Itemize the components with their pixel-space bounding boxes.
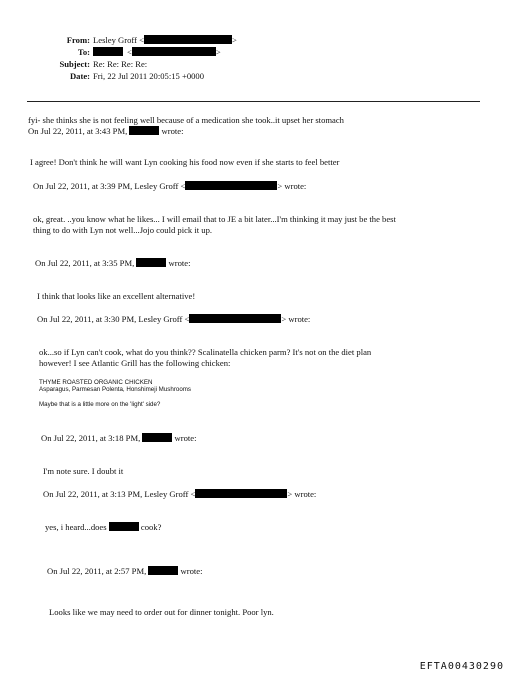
header-divider bbox=[27, 101, 480, 102]
wrote-label: wrote: bbox=[180, 566, 203, 576]
order-out-line: Looks like we may need to order out for dinner tonight. Poor lyn. bbox=[49, 607, 274, 617]
quote-suffix: > wrote: bbox=[287, 489, 317, 499]
quote-header-5 bbox=[41, 433, 197, 444]
subject-label: Subject: bbox=[59, 59, 90, 69]
quote-prefix: On Jul 22, 2011, at 2:57 PM, bbox=[47, 566, 147, 576]
close-bracket: > bbox=[231, 35, 237, 45]
redaction bbox=[132, 47, 216, 56]
redaction bbox=[189, 314, 281, 323]
from-label: From: bbox=[66, 35, 90, 45]
quote-prefix: On Jul 22, 2011, at 3:30 PM, Lesley Groff < bbox=[37, 314, 190, 324]
bates-number: EFTA00430290 bbox=[419, 661, 504, 672]
wrote-label: wrote: bbox=[161, 126, 184, 136]
quote-header-3 bbox=[35, 258, 191, 269]
redaction bbox=[109, 522, 139, 531]
okso-line-1: ok...so if Lyn can't cook, what do you think?? Scalinatella chicken parm? It's not on the diet plan bbox=[39, 347, 372, 357]
quote-header-6 bbox=[43, 489, 316, 500]
redaction bbox=[142, 433, 172, 442]
redaction bbox=[93, 47, 123, 56]
redaction bbox=[144, 35, 232, 44]
quote-prefix: On Jul 22, 2011, at 3:13 PM, Lesley Groff < bbox=[43, 489, 196, 499]
quote-suffix: > wrote: bbox=[277, 181, 307, 191]
okgreat-line-1: ok, great. ..you know what he likes... I will email that to JE a bit later...I'm thinking it may just be the best bbox=[33, 214, 396, 224]
from-value: Lesley Groff < bbox=[93, 35, 144, 45]
agree-line: I agree! Don't think he will want Lyn cooking his food now even if she starts to feel better bbox=[30, 157, 340, 167]
okso-line-2: however! I see Atlantic Grill has the following chicken: bbox=[39, 358, 231, 368]
redaction bbox=[136, 258, 166, 267]
subject-value: Re: Re: Re: Re: bbox=[93, 59, 148, 69]
header-to bbox=[33, 47, 221, 58]
redaction bbox=[185, 181, 277, 190]
heard-suffix: cook? bbox=[140, 522, 162, 532]
menu-item-description: Asparagus, Parmesan Polenta, Honshimeji Mushrooms bbox=[39, 386, 192, 393]
menu-item-title: THYME ROASTED ORGANIC CHICKEN bbox=[39, 379, 153, 386]
redaction bbox=[129, 126, 159, 135]
quote-header-7 bbox=[47, 566, 203, 577]
wrote-label: wrote: bbox=[174, 433, 197, 443]
menu-note: Maybe that is a little more on the 'light' side? bbox=[39, 401, 161, 408]
wrote-label: wrote: bbox=[168, 258, 191, 268]
date-value: Fri, 22 Jul 2011 20:05:15 +0000 bbox=[93, 71, 205, 81]
quote-prefix: On Jul 22, 2011, at 3:39 PM, Lesley Groff < bbox=[33, 181, 186, 191]
header-date bbox=[33, 71, 204, 82]
quote-header-4 bbox=[37, 314, 310, 325]
quote-prefix: On Jul 22, 2011, at 3:18 PM, bbox=[41, 433, 141, 443]
heard-prefix: yes, i heard...does bbox=[45, 522, 107, 532]
close-bracket: > bbox=[215, 47, 221, 57]
redaction bbox=[148, 566, 178, 575]
quote-suffix: > wrote: bbox=[281, 314, 311, 324]
quote-prefix: On Jul 22, 2011, at 3:43 PM, bbox=[28, 126, 128, 136]
to-value: < bbox=[127, 47, 132, 57]
fyi-line: fyi- she thinks she is not feeling well because of a medication she took..it upset her stomach bbox=[28, 115, 344, 125]
okgreat-line-2: thing to do with Lyn not well...Jojo could pick it up. bbox=[33, 225, 213, 235]
not-sure-line: I'm note sure. I doubt it bbox=[43, 466, 124, 476]
heard-line bbox=[45, 522, 161, 533]
header-subject bbox=[33, 59, 147, 70]
quote-header-1 bbox=[28, 126, 184, 137]
to-label: To: bbox=[77, 47, 90, 57]
header-from bbox=[33, 35, 237, 46]
quote-header-2 bbox=[33, 181, 306, 192]
date-label: Date: bbox=[69, 71, 90, 81]
quote-prefix: On Jul 22, 2011, at 3:35 PM, bbox=[35, 258, 135, 268]
redaction bbox=[195, 489, 287, 498]
alternative-line: I think that looks like an excellent alternative! bbox=[37, 291, 196, 301]
